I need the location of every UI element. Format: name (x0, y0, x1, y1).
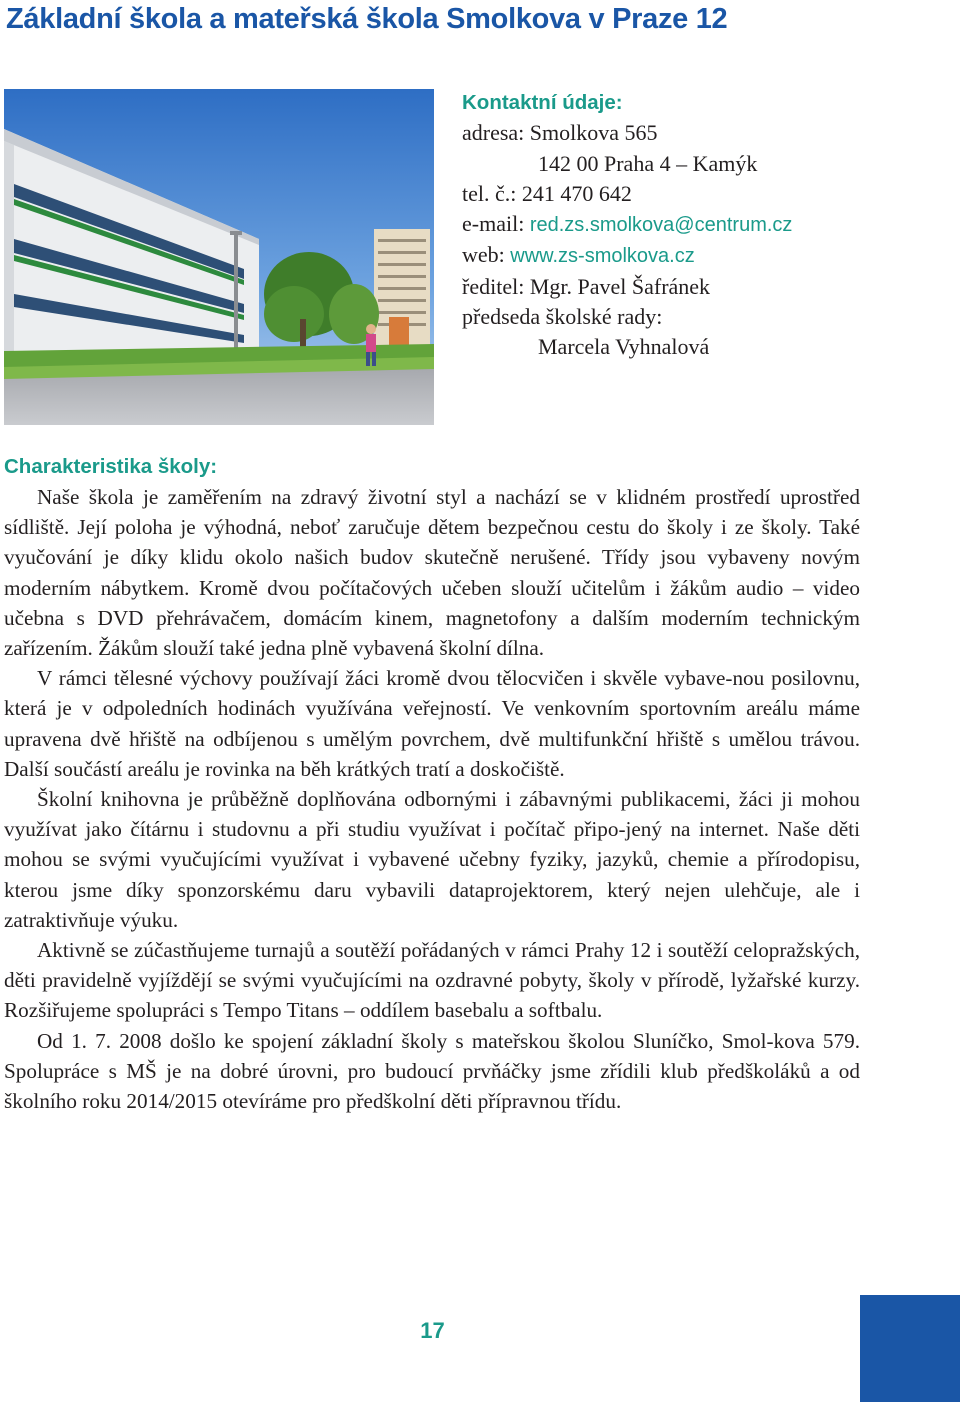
paragraph: Od 1. 7. 2008 došlo ke spojení základní školy s mateřskou školou Sluníčko, Smol-kova 579. Spolupráce s MŠ je na dobré úrovni, pro budoucí prvňáčky jsme zřídili klub předškoláků a od školního roku 2014/2015 otevíráme pro předškolní děti přípravnou třídu. (4, 1028, 860, 1114)
contact-info (462, 88, 902, 363)
web-link[interactable]: www.zs-smolkova.cz (510, 245, 695, 268)
director-name: Mgr. Pavel Šafránek (529, 273, 711, 299)
email-label: e-mail: (462, 211, 530, 237)
web-label: web: (462, 242, 511, 268)
board-chair-name: Marcela Vyhnalová (538, 334, 710, 360)
address-label: adresa: (462, 120, 530, 146)
contact-heading: Kontaktní údaje: (462, 91, 623, 114)
email-link[interactable]: red.zs.smolkova@centrum.cz (529, 214, 793, 237)
address-row (462, 118, 902, 148)
paragraph: Naše škola je zaměřením na zdravý životní styl a nachází se v klidném prostředí uprostřed sídliště. Její poloha je výhodná, neboť zaručuje dětem bezpečnou cestu do školy i ze školy. Také vyučování je díky klidu okolo našich budov skutečně nerušené. Třídy jsou vybaveny novým moderním nábytkem. Kromě dvou počítačových učeben slouží učitelům i žákům audio – video učebna s DVD přehrávačem, domácím kinem, magnetofony a dalším moderním technickým zařízením. Žákům slouží také jedna plně vybavená školní dílna. (4, 485, 860, 661)
board-label: předseda školské rady: (462, 304, 663, 330)
corner-decoration (860, 1295, 960, 1402)
paragraph: Aktivně se zúčastňujeme turnajů a soutěží pořádaných v rámci Prahy 12 i soutěží celopražských, děti pravidelně vyjíždějí se svými vyučujícími na ozdravné pobyty, školy v přírodě, lyžařské kurzy. Rozšiřujeme spolupráci s Tempo Titans – oddílem basebalu a softbalu. (4, 938, 860, 1023)
paragraph: V rámci tělesné výchovy používají žáci kromě dvou tělocvičen i skvěle vybave-nou posilovnu, která je v odpoledních hodinách využívána veřejností. Ve venkovním sportovním areálu máme upravena dvě hřiště na odbíjenou s umělým povrchem, dvě multifunkční hřiště s umělou trávou. Další součástí areálu je rovinka na běh krátkých tratí a doskočiště. (4, 666, 860, 781)
web-row (462, 240, 902, 271)
phone-value: 241 470 642 (521, 180, 632, 206)
school-building-photo (4, 89, 434, 425)
paragraph: Školní knihovna je průběžně doplňována odbornými i zábavnými publikacemi, žáci ji mohou využívat jako čítárnu i studovnu a při studiu využívat i počítač připo-jený na internet. Naše děti mohou se svými vyučujícími využívat i vybavené učebny fyziky, jazyků, chemie a přírodopisu, kterou jsme díky sponzorskému daru vybavili dataprojektorem, který nejen ulehčuje, ale i zatraktivňuje výuku. (4, 787, 860, 932)
address-line1: Smolkova 565 (529, 120, 658, 146)
address-line2: 142 00 Praha 4 – Kamýk (538, 150, 758, 176)
characteristics-heading: Charakteristika školy: (4, 455, 218, 478)
characteristics-body (4, 482, 860, 1116)
phone-label: tel. č.: (462, 180, 522, 206)
email-row (462, 209, 902, 240)
director-row (462, 272, 902, 302)
page-number: 17 (420, 1318, 445, 1343)
phone-row (462, 179, 902, 209)
director-label: ředitel: (462, 273, 530, 299)
school-building-illustration (4, 89, 434, 425)
page-title: Základní škola a mateřská škola Smolkova v Praze 12 (6, 3, 728, 35)
